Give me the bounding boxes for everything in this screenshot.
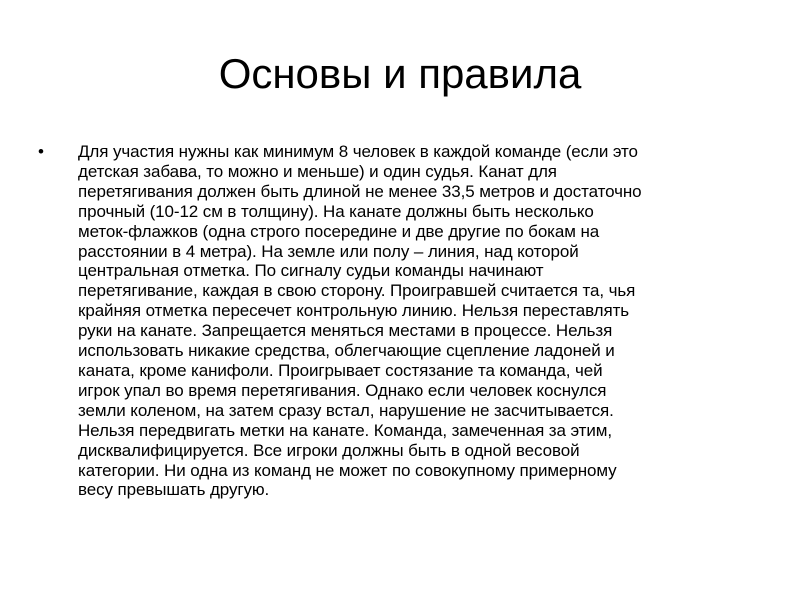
bullet-text: Для участия нужны как минимум 8 человек в каждой команде (если это детская забава, то можно и меньше) и один судья. Канат для перетягивания должен быть длиной не менее 33,5 метров и достаточно прочный (10-12 см в толщину). На канате должны быть несколько меток-флажков (одна строго посередине и две другие по бокам на расстоянии в 4 метра). На земле или полу – линия, над которой центральная отметка. По сигналу судьи команды начинают перетягивание, каждая в свою сторону. Проигравшей считается та, чья крайняя отметка пересечет контрольную линию. Нельзя переставлять руки на канате. Запрещается меняться местами в процессе. Нельзя использовать никакие средства, облегчающие сцепление ладоней и каната, кроме канифоли. Проигрывает состязание та команда, чей игрок упал во время перетягивания. Однако если человек коснулся земли коленом, на затем сразу встал, нарушение не засчитывается. Нельзя передвигать метки на канате. Команда, замеченная за этим, дисквалифицируется. Все игроки должны быть в одной весовой категории. Ни одна из команд не может по совокупному примерному весу превышать другую. (78, 142, 642, 500)
bullet-item (38, 142, 738, 500)
slide-title: Основы и правила (218, 50, 582, 97)
bullet-icon: • (38, 142, 44, 161)
slide-content (38, 142, 738, 500)
